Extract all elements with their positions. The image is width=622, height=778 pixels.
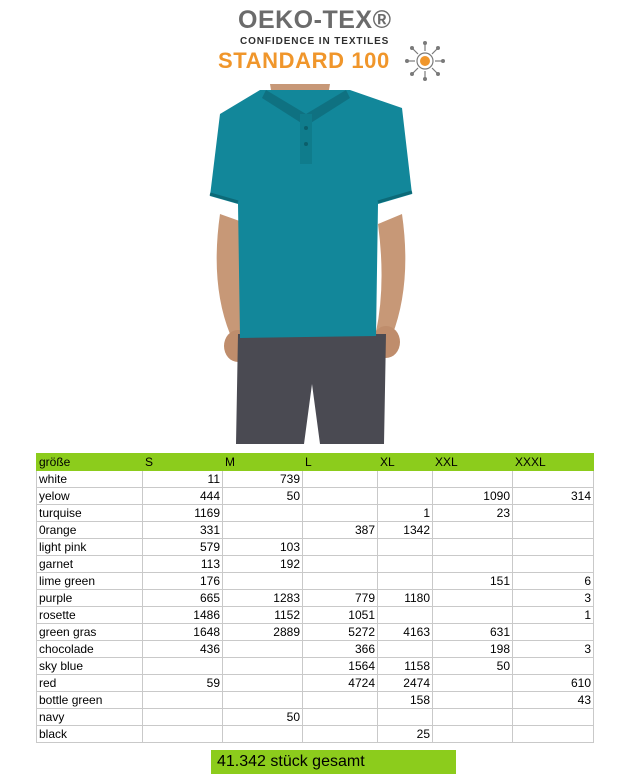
table-row <box>37 624 594 641</box>
table-cell <box>223 505 303 522</box>
table-cell <box>143 658 223 675</box>
table-header-row <box>37 454 594 471</box>
table-cell: 1 <box>378 505 433 522</box>
table-cell <box>433 590 513 607</box>
row-color-label: lime green <box>37 573 143 590</box>
table-row <box>37 607 594 624</box>
table-cell <box>143 692 223 709</box>
table-cell <box>378 709 433 726</box>
table-row <box>37 556 594 573</box>
table-cell: 1564 <box>303 658 378 675</box>
row-color-label: yelow <box>37 488 143 505</box>
table-cell: 1648 <box>143 624 223 641</box>
table-cell <box>223 641 303 658</box>
table-cell <box>513 539 594 556</box>
table-cell: 151 <box>433 573 513 590</box>
table-cell <box>433 709 513 726</box>
table-cell <box>433 471 513 488</box>
table-cell <box>303 692 378 709</box>
table-row <box>37 522 594 539</box>
table-cell: 2474 <box>378 675 433 692</box>
table-cell: 25 <box>378 726 433 743</box>
table-cell <box>378 488 433 505</box>
table-cell: 50 <box>223 488 303 505</box>
row-color-label: green gras <box>37 624 143 641</box>
polo-placket <box>300 114 312 164</box>
table-row <box>37 539 594 556</box>
table-cell <box>433 607 513 624</box>
row-color-label: purple <box>37 590 143 607</box>
table-cell <box>513 624 594 641</box>
logo-tagline: CONFIDENCE IN TEXTILES <box>240 36 390 47</box>
header-l: L <box>303 454 378 471</box>
table-row <box>37 471 594 488</box>
table-row <box>37 709 594 726</box>
logo-standard: STANDARD 100 <box>218 48 390 73</box>
table-row <box>37 675 594 692</box>
table-cell <box>378 539 433 556</box>
table-cell <box>513 471 594 488</box>
table-cell <box>143 709 223 726</box>
table-row <box>37 505 594 522</box>
table-cell: 2889 <box>223 624 303 641</box>
table-cell: 113 <box>143 556 223 573</box>
table-cell: 59 <box>143 675 223 692</box>
total-summary: 41.342 stück gesamt <box>211 750 456 774</box>
row-color-label: rosette <box>37 607 143 624</box>
table-cell: 103 <box>223 539 303 556</box>
table-cell <box>433 726 513 743</box>
table-cell: 665 <box>143 590 223 607</box>
table-cell: 4163 <box>378 624 433 641</box>
row-color-label: turquise <box>37 505 143 522</box>
model-right-arm <box>376 214 405 336</box>
row-color-label: garnet <box>37 556 143 573</box>
row-color-label: light pink <box>37 539 143 556</box>
table-cell: 23 <box>433 505 513 522</box>
header-xxxl: XXXL <box>513 454 594 471</box>
table-cell: 1090 <box>433 488 513 505</box>
row-color-label: white <box>37 471 143 488</box>
table-cell <box>303 573 378 590</box>
table-cell <box>223 726 303 743</box>
table-cell: 436 <box>143 641 223 658</box>
table-cell <box>303 726 378 743</box>
table-cell: 331 <box>143 522 223 539</box>
table-cell: 176 <box>143 573 223 590</box>
table-cell <box>378 573 433 590</box>
table-cell <box>433 556 513 573</box>
table-cell <box>303 471 378 488</box>
table-cell <box>303 709 378 726</box>
table-row <box>37 726 594 743</box>
table-cell: 1283 <box>223 590 303 607</box>
stock-table-wrapper <box>36 453 594 743</box>
table-cell: 631 <box>433 624 513 641</box>
table-cell: 1158 <box>378 658 433 675</box>
table-row <box>37 573 594 590</box>
stock-table-body <box>37 471 594 743</box>
table-cell: 43 <box>513 692 594 709</box>
header-xxl: XXL <box>433 454 513 471</box>
row-color-label: chocolade <box>37 641 143 658</box>
table-cell <box>513 726 594 743</box>
row-color-label: 0range <box>37 522 143 539</box>
table-cell: 4724 <box>303 675 378 692</box>
header-xl: XL <box>378 454 433 471</box>
table-cell <box>433 675 513 692</box>
table-cell: 387 <box>303 522 378 539</box>
table-cell: 50 <box>433 658 513 675</box>
table-cell: 1180 <box>378 590 433 607</box>
table-cell <box>433 539 513 556</box>
table-cell: 198 <box>433 641 513 658</box>
table-cell <box>378 641 433 658</box>
row-color-label: sky blue <box>37 658 143 675</box>
table-row <box>37 488 594 505</box>
oeko-tex-emblem-icon <box>404 40 446 82</box>
table-cell: 1051 <box>303 607 378 624</box>
table-cell: 50 <box>223 709 303 726</box>
table-cell <box>513 505 594 522</box>
table-cell <box>433 522 513 539</box>
table-cell <box>223 692 303 709</box>
table-cell: 1169 <box>143 505 223 522</box>
table-cell: 1152 <box>223 607 303 624</box>
table-cell: 610 <box>513 675 594 692</box>
table-cell: 158 <box>378 692 433 709</box>
table-cell <box>513 709 594 726</box>
table-cell <box>303 556 378 573</box>
table-cell: 1342 <box>378 522 433 539</box>
model-pants <box>236 334 386 444</box>
table-cell <box>223 658 303 675</box>
table-cell <box>303 488 378 505</box>
row-color-label: red <box>37 675 143 692</box>
header-s: S <box>143 454 223 471</box>
table-row <box>37 658 594 675</box>
table-cell: 3 <box>513 641 594 658</box>
header-m: M <box>223 454 303 471</box>
table-cell: 779 <box>303 590 378 607</box>
table-cell: 1486 <box>143 607 223 624</box>
table-cell <box>378 471 433 488</box>
table-row <box>37 641 594 658</box>
table-cell <box>513 556 594 573</box>
table-cell: 3 <box>513 590 594 607</box>
table-cell <box>303 539 378 556</box>
table-cell <box>223 522 303 539</box>
table-cell: 11 <box>143 471 223 488</box>
table-cell: 366 <box>303 641 378 658</box>
table-cell <box>143 726 223 743</box>
table-cell <box>513 522 594 539</box>
table-cell <box>513 658 594 675</box>
table-cell: 5272 <box>303 624 378 641</box>
table-cell: 739 <box>223 471 303 488</box>
row-color-label: black <box>37 726 143 743</box>
stock-table <box>36 453 594 743</box>
table-cell <box>433 692 513 709</box>
product-photo <box>140 84 480 444</box>
table-row <box>37 590 594 607</box>
table-cell <box>378 556 433 573</box>
row-color-label: navy <box>37 709 143 726</box>
table-cell <box>303 505 378 522</box>
logo-brand: OEKO-TEX® <box>238 6 392 34</box>
table-cell <box>223 573 303 590</box>
table-cell <box>378 607 433 624</box>
table-cell: 314 <box>513 488 594 505</box>
table-cell: 579 <box>143 539 223 556</box>
table-cell <box>223 675 303 692</box>
table-cell: 444 <box>143 488 223 505</box>
table-row <box>37 692 594 709</box>
table-cell: 1 <box>513 607 594 624</box>
oeko-tex-logo <box>214 4 454 84</box>
table-cell: 6 <box>513 573 594 590</box>
row-color-label: bottle green <box>37 692 143 709</box>
table-cell: 192 <box>223 556 303 573</box>
header-size-label: größe <box>37 454 143 471</box>
